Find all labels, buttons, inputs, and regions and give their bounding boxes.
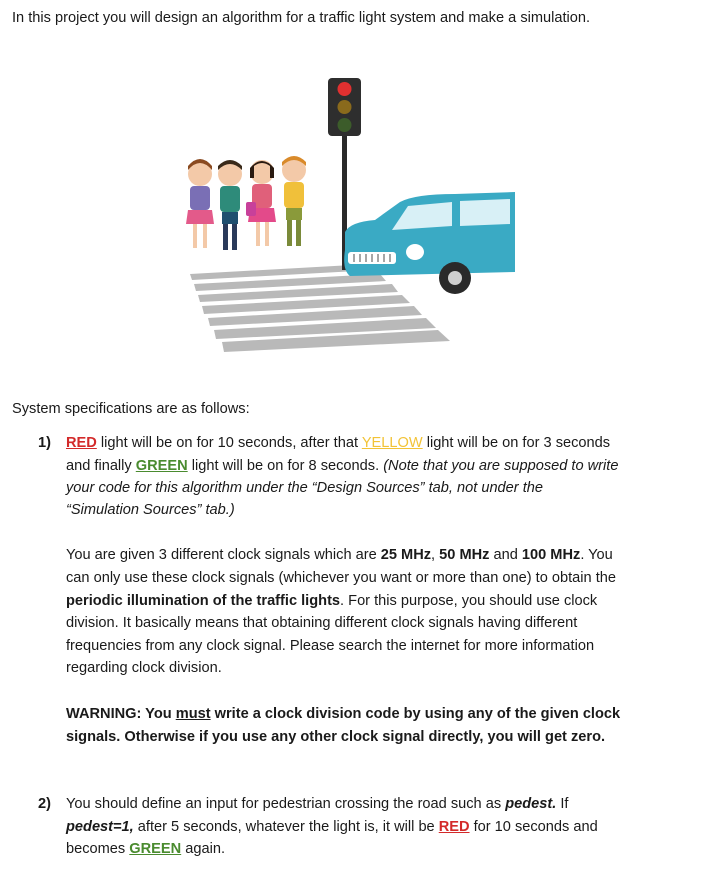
item-1-line-1 [66, 433, 610, 453]
clock-text: . For this purpose, you should use clock [340, 593, 598, 609]
clock-freq-100: 100 MHz [521, 547, 581, 563]
item-2-text: again. [181, 841, 226, 857]
item-1-text: light will be on for 10 seconds, after that [96, 435, 362, 451]
item-1-line-2 [66, 456, 618, 476]
zebra-crossing [190, 264, 450, 352]
item-1-text: light will be on for 3 seconds [422, 435, 611, 451]
intro-text: In this project you will design an algorithm for a traffic light system and make a simulation. [12, 10, 591, 26]
warning-must: must [175, 706, 211, 722]
item-1-note-line-2: your code for this algorithm under the “Design Sources” tab, not under the [66, 480, 543, 496]
item-2-text: You should define an input for pedestrian crossing the road such as [66, 796, 506, 812]
warning-text: write a clock division code by using any of the given clock [210, 706, 621, 722]
item-2-text: If [556, 796, 569, 812]
clock-freq-50: 50 MHz [439, 547, 490, 563]
item-2-line-1 [66, 794, 568, 814]
green-label: GREEN [129, 841, 182, 857]
clock-text: , [431, 547, 440, 563]
red-label: RED [438, 819, 470, 835]
clock-text: . You [580, 547, 613, 563]
clock-freq-25: 25 MHz [380, 547, 432, 563]
item-2-number: 2) [38, 796, 51, 812]
warning-line-1 [66, 704, 620, 724]
item-2-text: after 5 seconds, whatever the light is, it will be [133, 819, 439, 835]
yellow-label: YELLOW [361, 435, 423, 451]
green-label: GREEN [135, 458, 188, 474]
clock-line-5: frequencies from any clock signal. Please search the internet for more information [66, 638, 595, 654]
item-2-text: becomes [66, 841, 130, 857]
item-1-note: (Note that you are supposed to write [383, 458, 619, 474]
clock-bold-text: periodic illumination of the traffic lights [66, 593, 341, 609]
item-1-text: and finally [66, 458, 136, 474]
item-2-text: for 10 seconds and [469, 819, 598, 835]
clock-line-1 [66, 545, 613, 565]
item-2-line-3 [66, 839, 225, 859]
pedest-label: pedest. [505, 796, 557, 812]
clock-text: and [489, 547, 522, 563]
warning-line-2: signals. Otherwise if you use any other clock signal directly, you will get zero. [66, 729, 606, 745]
item-2-line-2 [66, 817, 598, 837]
warning-text: WARNING: You [66, 706, 176, 722]
traffic-crossing-illustration [170, 74, 530, 364]
children-figures [186, 156, 306, 250]
clock-line-6: regarding clock division. [66, 660, 222, 676]
clock-line-3 [66, 591, 597, 611]
pedest-value: pedest=1, [66, 819, 134, 835]
item-1-text: light will be on for 8 seconds. [187, 458, 384, 474]
red-label: RED [66, 435, 97, 451]
spec-heading: System specifications are as follows: [12, 401, 250, 417]
item-1-note-line-3: “Simulation Sources” tab.) [66, 502, 235, 518]
clock-text: You are given 3 different clock signals which are [66, 547, 381, 563]
clock-line-4: division. It basically means that obtaining different clock signals having different [66, 615, 578, 631]
item-1-number: 1) [38, 435, 51, 451]
clock-line-2: can only use these clock signals (whichever you want or more than one) to obtain the [66, 570, 617, 586]
